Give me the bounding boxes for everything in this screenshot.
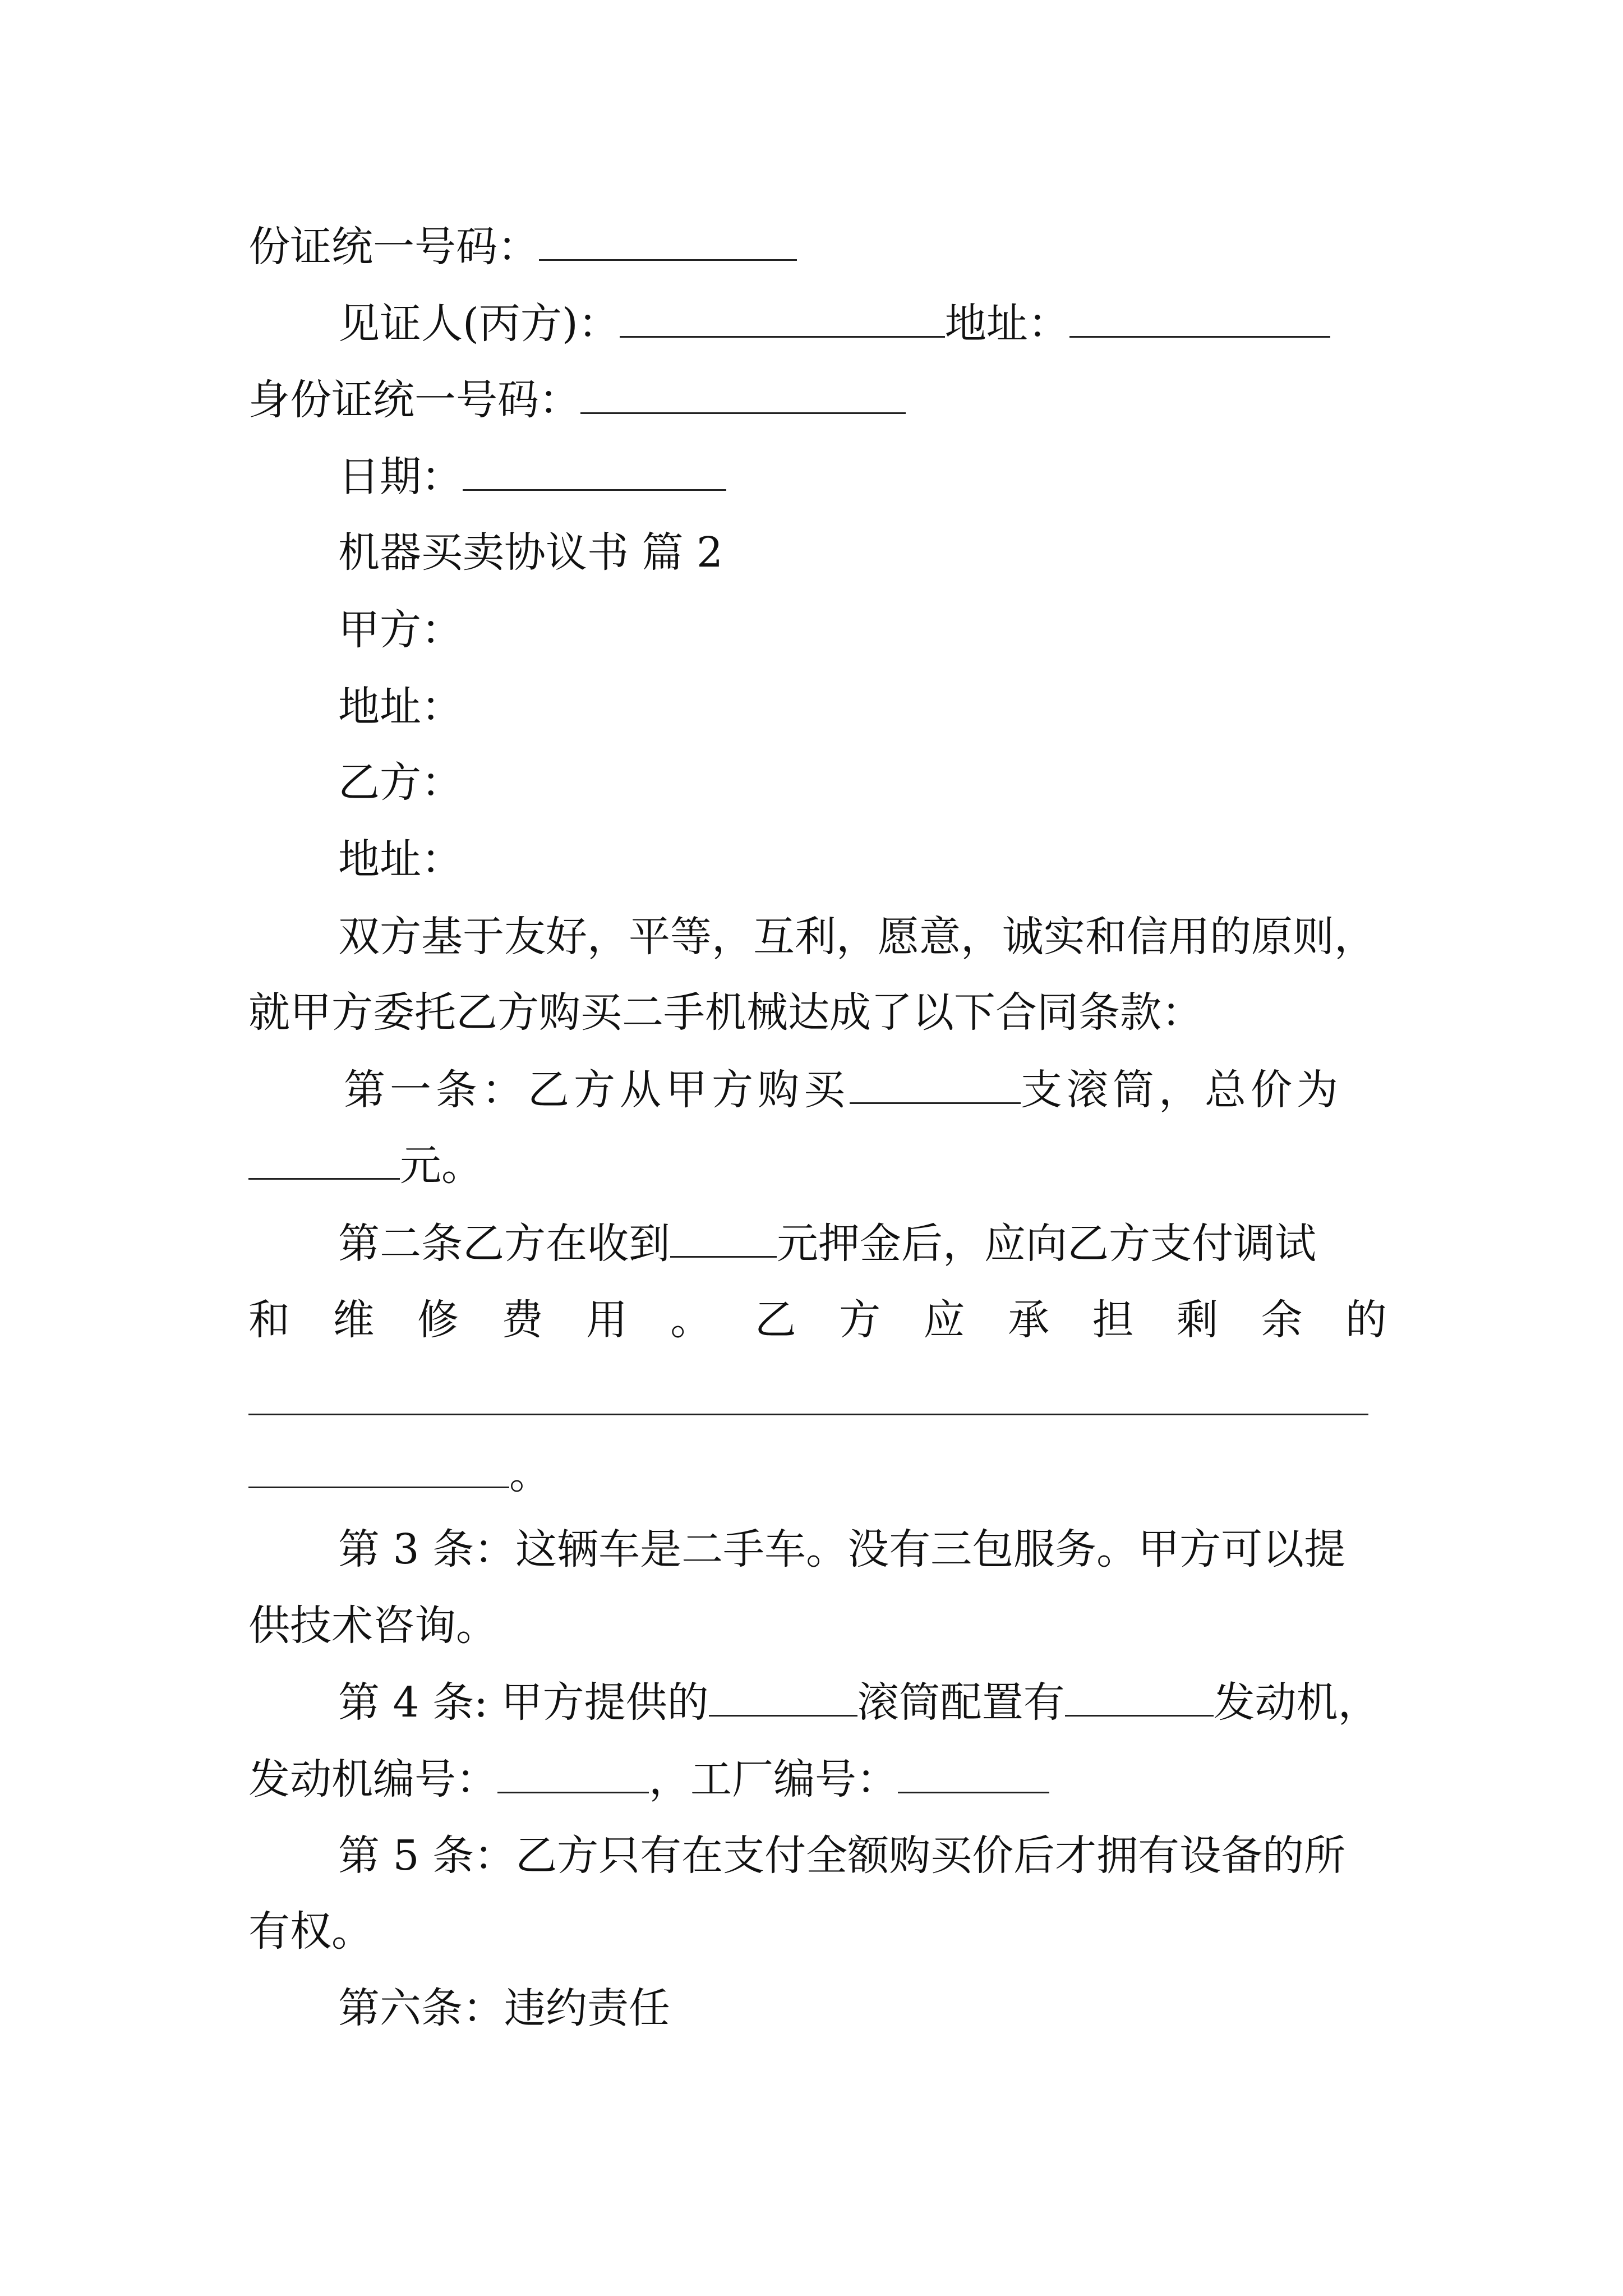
char: 剩 [1176, 1296, 1218, 1344]
article-2-remaining-blank [248, 1454, 509, 1488]
char: 方 [839, 1296, 881, 1344]
article-4-text-b: 滚筒配置有 [857, 1678, 1065, 1727]
char: 乙 [754, 1296, 796, 1344]
factory-number-blank [898, 1759, 1049, 1793]
article-5-line-1 [248, 1828, 1387, 1884]
party-a-line [248, 602, 1387, 658]
party-b-label: 乙方： [338, 758, 463, 807]
article-1-quantity-blank [850, 1070, 1021, 1104]
char: 维 [333, 1296, 375, 1344]
article-2-full-blank [248, 1414, 1368, 1415]
char: 应 [923, 1296, 965, 1344]
id-number-blank [539, 227, 797, 261]
principle-text-2: 就甲方委托乙方购买二手机械达成了以下合同条款： [248, 988, 1203, 1037]
witness-label: 见证人(丙方)： [338, 300, 620, 348]
factory-number-label: ，工厂编号： [649, 1755, 898, 1803]
party-b-address-label: 地址： [338, 835, 463, 884]
article-6-text: 第六条：违约责任 [338, 1984, 670, 2032]
article-5-text-2: 有权。 [248, 1907, 373, 1955]
article-4-label: 第 4 条 [338, 1678, 474, 1727]
char: 和 [248, 1296, 290, 1344]
article-6-line [248, 1980, 1387, 2036]
article-2-line-4 [248, 1446, 1387, 1502]
article-1-text-b: 支滚筒，总价为 [1021, 1066, 1343, 1114]
article-5-text-1: 第 5 条：乙方只有在支付全额购买价后才拥有设备的所 [338, 1832, 1346, 1880]
article-2-period: 。 [509, 1450, 551, 1498]
article-2-line-2 [248, 1292, 1387, 1348]
witness-id-line [248, 372, 1387, 428]
article-3-line-2 [248, 1598, 1387, 1654]
date-label: 日期： [338, 453, 463, 501]
article-2-deposit-blank [670, 1223, 777, 1258]
char: 用 [585, 1296, 628, 1344]
date-line [248, 449, 1387, 505]
id-number-label: 份证统一号码： [248, 223, 539, 271]
principle-paragraph-line-1 [248, 909, 1387, 965]
article-3-text-2: 供技术咨询。 [248, 1602, 497, 1650]
article-1-line-2 [248, 1138, 1387, 1194]
char: 。 [670, 1296, 712, 1344]
witness-id-label: 身份证统一号码： [248, 376, 580, 424]
article-3-line-1 [248, 1521, 1387, 1577]
engine-number-label: 发动机编号： [248, 1755, 497, 1803]
article-1-line-1 [248, 1062, 1393, 1118]
article-4-line-2 [248, 1751, 1387, 1807]
char: 修 [417, 1296, 459, 1344]
principle-text-1: 双方基于友好，平等，互利，愿意，诚实和信用的原则， [338, 913, 1376, 961]
char: 的 [1345, 1296, 1387, 1344]
char: 承 [1008, 1296, 1050, 1344]
party-a-label: 甲方： [338, 606, 463, 654]
article-4-roller-blank [709, 1682, 857, 1717]
party-b-line [248, 754, 1387, 811]
article-4-engine-blank [1065, 1682, 1214, 1717]
article-4-text-a: : 甲方提供的 [474, 1678, 709, 1727]
article-2-spaced-text [248, 1292, 1387, 1348]
party-a-address-line [248, 679, 1387, 735]
article-2-text-b: 元押金后，应向乙方支付调试 [777, 1220, 1316, 1268]
article-3-text-1: 第 3 条：这辆车是二手车。没有三包服务。甲方可以提 [338, 1525, 1346, 1573]
engine-number-blank [497, 1759, 649, 1793]
witness-blank [620, 303, 945, 338]
party-b-address-line [248, 831, 1387, 887]
article-1-price-blank [248, 1145, 400, 1180]
article-1-text-c: 元。 [400, 1142, 483, 1190]
article-1-text-a: 第一条：乙方从甲方购买 [344, 1066, 850, 1114]
witness-line [248, 296, 1387, 352]
section-title-text: 机器买卖协议书 篇 2 [338, 528, 723, 577]
section-title [248, 524, 1387, 581]
char: 余 [1261, 1296, 1303, 1344]
date-blank [463, 457, 726, 491]
char: 费 [501, 1296, 543, 1344]
article-2-text-a: 第二条乙方在收到 [338, 1220, 670, 1268]
witness-address-blank [1069, 303, 1330, 338]
principle-paragraph-line-2 [248, 984, 1387, 1041]
witness-id-blank [580, 380, 906, 414]
witness-address-label: 地址： [944, 300, 1069, 348]
id-number-line [248, 219, 1387, 275]
char: 担 [1092, 1296, 1134, 1344]
article-4-text-c: 发动机， [1213, 1678, 1380, 1727]
article-4-line-1 [248, 1674, 1387, 1731]
article-5-line-2 [248, 1903, 1387, 1959]
party-a-address-label: 地址： [338, 683, 463, 731]
article-2-line-1 [248, 1216, 1387, 1272]
